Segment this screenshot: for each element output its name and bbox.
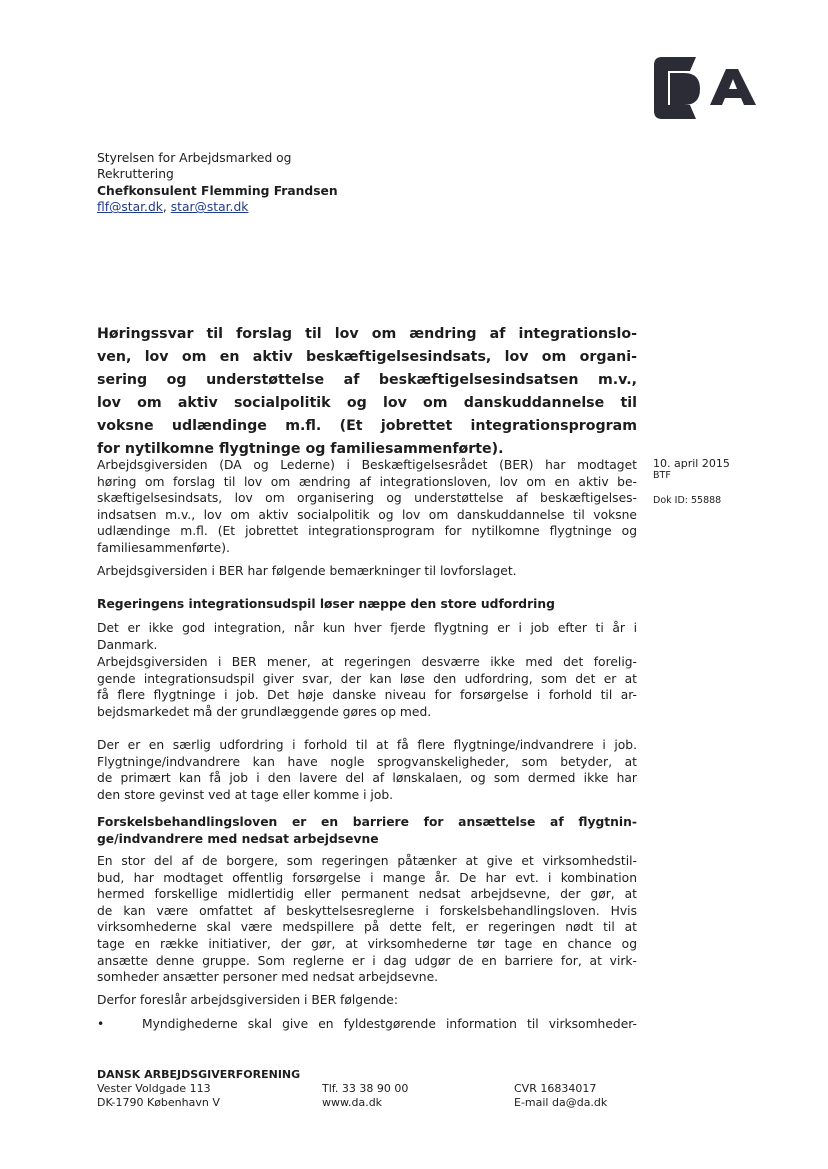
text-line: de primært kan få job i den lavere del af lønskalaen, og som dermed ikke har bbox=[97, 771, 637, 786]
footer-web: www.da.dk bbox=[322, 1096, 383, 1109]
section1-heading: Regeringens integrationsudspil løser næppe den store udfordring bbox=[97, 597, 555, 611]
text-line: somheder ansætter personer med nedsat arbejdsevne. bbox=[97, 970, 439, 985]
bullet-icon: • bbox=[97, 1017, 105, 1031]
section1-paragraph bbox=[97, 620, 637, 653]
footer-address bbox=[97, 1068, 300, 1110]
recipient-emails bbox=[97, 199, 637, 215]
text-line: Danmark. bbox=[97, 637, 158, 652]
text-line: skæftigelsesindsats, lov om organisering og understøttelse af beskæftigelses- bbox=[97, 491, 637, 506]
text-line: bejdsmarkedet må der grundlæggende gøres op med. bbox=[97, 704, 432, 719]
footer-cvr: CVR 16834017 bbox=[514, 1082, 597, 1095]
text-line: den store gevinst ved at tage eller komme i job. bbox=[97, 787, 394, 802]
section2-paragraph bbox=[97, 853, 637, 986]
text-line: Derfor foreslår arbejdsgiversiden i BER følgende: bbox=[97, 993, 398, 1007]
email-link-flf[interactable]: flf@star.dk bbox=[97, 200, 163, 215]
text-line: høring om forslag til lov om ændring af integrationsloven, lov om en aktiv be- bbox=[97, 474, 637, 489]
text-line: Det er ikke god integration, når kun hver fjerde flygtning er i job efter ti år i bbox=[97, 621, 637, 635]
text-line: virksomhederne skal være medspillere på dette felt, er regeringen nødt til at bbox=[97, 920, 637, 935]
da-logo bbox=[652, 55, 762, 127]
email-link-star[interactable]: star@star.dk bbox=[170, 200, 249, 215]
section2-heading bbox=[97, 814, 637, 847]
footer-contact bbox=[322, 1082, 408, 1110]
footer-phone: Tlf. 33 38 90 00 bbox=[322, 1082, 409, 1095]
intro-remarks bbox=[97, 563, 637, 580]
footer-email: E-mail da@da.dk bbox=[514, 1096, 608, 1109]
text-line: familiesammenførte). bbox=[97, 540, 230, 555]
title-line: for nytilkomne flygtninge og familiesammenførte). bbox=[97, 441, 504, 457]
doc-id: Dok ID: 55888 bbox=[653, 494, 722, 506]
heading-line: ge/indvandrere med nedsat arbejdsevne bbox=[97, 831, 379, 846]
text-line: få flere flygtninge i job. Det høje danske niveau for forsørgelse i forhold til ar- bbox=[97, 688, 637, 703]
initials: BTF bbox=[653, 470, 671, 481]
text-line: ansætte denne gruppe. Som reglerne er i dag udgør de en barriere for, at virk- bbox=[97, 953, 637, 968]
text-line: Arbejdsgiversiden i BER mener, at regeringen desværre ikke med det forelig- bbox=[97, 655, 637, 669]
section1-paragraph bbox=[97, 737, 637, 803]
recipient-line2: Rekruttering bbox=[97, 167, 174, 182]
recipient-name: Chefkonsulent Flemming Frandsen bbox=[97, 183, 338, 198]
document-meta bbox=[653, 457, 730, 507]
text-line: bud, har modtaget offentlig forsørgelse i mange år. De har evt. i kombination bbox=[97, 870, 637, 885]
date: 10. april 2015 bbox=[653, 457, 730, 470]
document-title bbox=[97, 323, 637, 461]
text-line: Der er en særlig udfordring i forhold til at få flere flygtninge/indvandrere i job. bbox=[97, 738, 637, 752]
title-line: voksne udlændinge m.fl. (Et jobrettet integrationsprogram bbox=[97, 418, 637, 434]
footer-org: DANSK ARBEJDSGIVERFORENING bbox=[97, 1068, 301, 1081]
title-line: lov om aktiv socialpolitik og lov om danskuddannelse til bbox=[97, 395, 637, 411]
recipient-block bbox=[97, 150, 637, 216]
bullet-item bbox=[97, 1016, 637, 1033]
title-line: sering og understøttelse af beskæftigelsesindsatsen m.v., bbox=[97, 372, 637, 388]
text-line: udlændinge m.fl. (Et jobrettet integrationsprogram for nytilkomne flygtninge og bbox=[97, 524, 637, 539]
footer-street: Vester Voldgade 113 bbox=[97, 1082, 211, 1095]
text-line: de kan være omfattet af beskyttelsesreglerne i forskelsbehandlingsloven. Hvis bbox=[97, 903, 637, 918]
title-line: ven, lov om en aktiv beskæftigelsesindsats, lov om organi- bbox=[97, 349, 637, 365]
text-line: indsatsen m.v., lov om aktiv socialpolitik og lov om danskuddannelse til voksne bbox=[97, 507, 637, 522]
bullet-text: Myndighederne skal give en fyldestgørende information til virksomheder- bbox=[142, 1017, 637, 1031]
section2-lead bbox=[97, 992, 637, 1009]
text-line: Arbejdsgiversiden i BER har følgende bemærkninger til lovforslaget. bbox=[97, 564, 517, 578]
text-line: Arbejdsgiversiden (DA og Lederne) i Beskæftigelsesrådet (BER) har modtaget bbox=[97, 458, 637, 472]
text-line: hermed forskellige midlertidig eller permanent nedsat arbejdsevne, der gør, at bbox=[97, 887, 637, 902]
footer-city: DK-1790 København V bbox=[97, 1096, 220, 1109]
da-logo-icon bbox=[652, 55, 762, 123]
text-line: tage en række initiativer, der gør, at virksomhederne tør tage en chance og bbox=[97, 936, 637, 951]
section1-paragraph bbox=[97, 654, 637, 720]
recipient-line1: Styrelsen for Arbejdsmarked og bbox=[97, 151, 292, 165]
intro-paragraph bbox=[97, 457, 637, 557]
text-line: Flygtninge/indvandrere kan have nogle sprogvanskeligheder, som betyder, at bbox=[97, 754, 637, 769]
title-line: Høringssvar til forslag til lov om ændring af integrationslo- bbox=[97, 326, 637, 342]
email-separator: , bbox=[162, 200, 171, 215]
footer-company bbox=[514, 1082, 607, 1110]
text-line: gende integrationsudspil giver svar, der kan løse den udfordring, som det er at bbox=[97, 671, 637, 686]
heading-line: Forskelsbehandlingsloven er en barriere for ansættelse af flygtnin- bbox=[97, 815, 637, 829]
text-line: En stor del af de borgere, som regeringen påtænker at give et virksomhedstil- bbox=[97, 854, 637, 868]
